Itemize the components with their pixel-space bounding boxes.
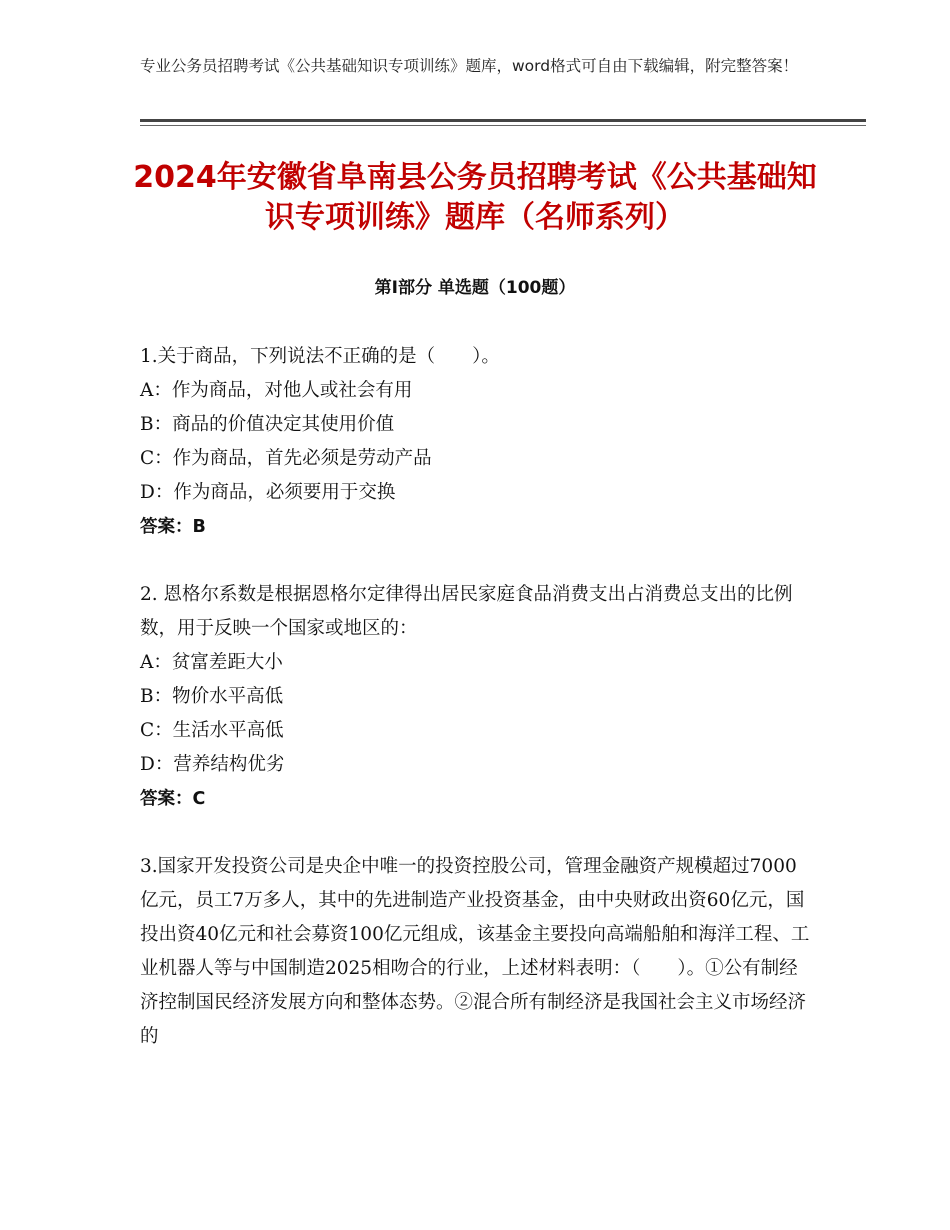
option-d: D：作为商品，必须要用于交换 xyxy=(140,482,396,503)
question-2 xyxy=(140,578,810,816)
answer: 答案：C xyxy=(140,789,206,809)
document-title: 2024年安徽省阜南县公务员招聘考试《公共基础知识专项训练》题库（名师系列） xyxy=(133,160,817,235)
option-c: C：生活水平高低 xyxy=(140,720,284,741)
option-c: C：作为商品，首先必须是劳动产品 xyxy=(140,448,432,469)
answer: 答案：B xyxy=(140,517,206,537)
question-stem: 3.国家开发投资公司是央企中唯一的投资控股公司，管理金融资产规模超过7000亿元，员工7万多人，其中的先进制造产业投资基金，由中央财政出资60亿元，国投出资40亿元和社会募资100亿元组成，该基金主要投向高端船舶和海洋工程、工业机器人等与中国制造2025相吻合的行业，上述材料表明：（ ）。①公有制经济控制国民经济发展方向和整体态势。②混合所有制经济是我国社会主义市场经济的 xyxy=(140,856,810,1047)
header-note: 专业公务员招聘考试《公共基础知识专项训练》题库，word格式可自由下载编辑，附完整答案！ xyxy=(140,57,799,75)
option-b: B：物价水平高低 xyxy=(140,686,284,707)
question-3 xyxy=(140,850,810,1054)
option-a: A：贫富差距大小 xyxy=(140,652,283,673)
option-b: B：商品的价值决定其使用价值 xyxy=(140,414,395,435)
question-stem: 1.关于商品，下列说法不正确的是（ ）。 xyxy=(140,346,500,367)
section-title: 第Ⅰ部分 单选题（100题） xyxy=(374,278,576,298)
header-rule-thick xyxy=(140,119,866,122)
header-rule-thin xyxy=(140,125,866,126)
question-1 xyxy=(140,340,810,544)
option-a: A：作为商品，对他人或社会有用 xyxy=(140,380,413,401)
question-list xyxy=(140,340,810,1088)
question-stem: 2. 恩格尔系数是根据恩格尔定律得出居民家庭食品消费支出占消费总支出的比例数，用于反映一个国家或地区的： xyxy=(140,584,793,639)
option-d: D：营养结构优劣 xyxy=(140,754,285,775)
